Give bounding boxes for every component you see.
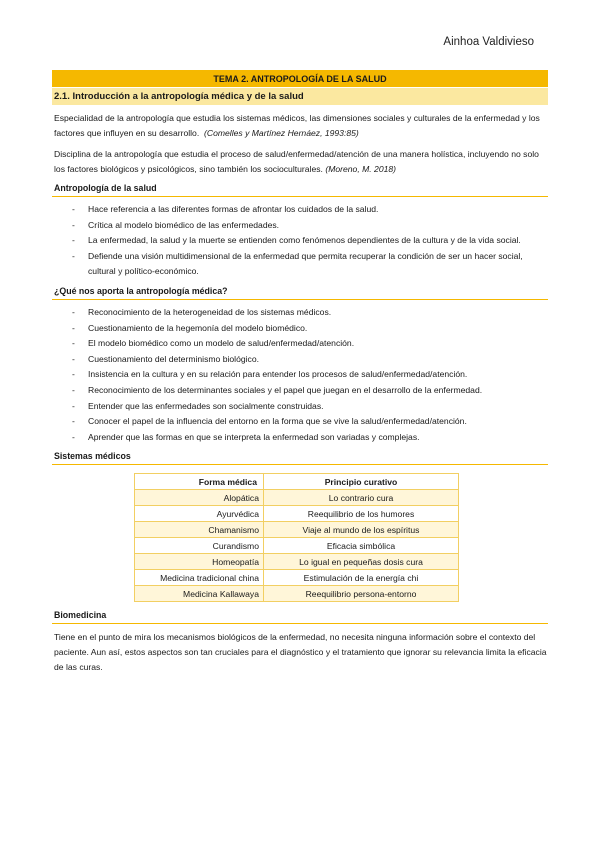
table-row <box>135 570 459 586</box>
intro-paragraph-2 <box>54 147 548 177</box>
table-cell: Homeopatía <box>135 554 264 570</box>
antropologia-list <box>52 202 548 280</box>
sistemas-table <box>134 473 459 602</box>
table-cell: Eficacia simbólica <box>264 538 459 554</box>
section-heading <box>52 87 548 105</box>
table-cell: Lo contrario cura <box>264 490 459 506</box>
intro-citation-2: (Moreno, M. 2018) <box>325 164 397 174</box>
list-item: - Reconocimiento de los determinantes sociales y el papel que juegan en el desarrollo de la enfermedad. <box>52 383 548 399</box>
table-cell: Curandismo <box>135 538 264 554</box>
document-title: TEMA 2. ANTROPOLOGÍA DE LA SALUD <box>52 70 548 87</box>
table-cell: Chamanismo <box>135 522 264 538</box>
biomedicina-heading: Biomedicina <box>52 610 548 624</box>
antropologia-heading: Antropología de la salud <box>52 183 548 197</box>
list-item: - Hace referencia a las diferentes formas de afrontar los cuidados de la salud. <box>52 202 548 218</box>
list-item: - Crítica al modelo biomédico de las enfermedades. <box>52 218 548 234</box>
table-cell: Reequilibrio persona-entorno <box>264 586 459 602</box>
sistemas-heading: Sistemas médicos <box>52 451 548 465</box>
table-cell: Estimulación de la energía chi <box>264 570 459 586</box>
list-item: - La enfermedad, la salud y la muerte se entienden como fenómenos dependientes de la cultura y de la vida social. <box>52 233 548 249</box>
document-page <box>52 70 548 675</box>
list-item: - Defiende una visión multidimensional de la enfermedad que permita recuperar la condición de ser un hacer social, cultural y político-económico. <box>52 249 548 280</box>
list-item: - Cuestionamiento del determinismo biológico. <box>52 352 548 368</box>
column-header-principio: Principio curativo <box>264 474 459 490</box>
table-cell: Medicina Kallawaya <box>135 586 264 602</box>
list-item: - Entender que las enfermedades son socialmente construidas. <box>52 399 548 415</box>
list-item: - Reconocimiento de la heterogeneidad de los sistemas médicos. <box>52 305 548 321</box>
table-cell: Lo igual en pequeñas dosis cura <box>264 554 459 570</box>
table-row <box>135 586 459 602</box>
intro-paragraph-1 <box>54 111 548 141</box>
aporta-list <box>52 305 548 445</box>
intro-text-2: Disciplina de la antropología que estudia el proceso de salud/enfermedad/atención de una manera holística, incluyendo no solo los factores biológicos y psicológicos, sino también los socioculturales. <box>54 149 539 174</box>
intro-citation-1: (Comelles y Martínez Hernáez, 1993:85) <box>204 128 359 138</box>
list-item: - Aprender que las formas en que se interpreta la enfermedad son variadas y complejas. <box>52 430 548 446</box>
table-row <box>135 522 459 538</box>
table-row <box>135 490 459 506</box>
table-cell: Reequilibrio de los humores <box>264 506 459 522</box>
table-row <box>135 506 459 522</box>
table-row <box>135 554 459 570</box>
list-item: - Cuestionamiento de la hegemonía del modelo biomédico. <box>52 321 548 337</box>
list-item: - Insistencia en la cultura y en su relación para entender los procesos de salud/enfermedad/atención. <box>52 367 548 383</box>
aporta-heading: ¿Qué nos aporta la antropología médica? <box>52 286 548 300</box>
section-number: 2.1. <box>54 91 70 102</box>
list-item: - El modelo biomédico como un modelo de salud/enfermedad/atención. <box>52 336 548 352</box>
table-cell: Ayurvédica <box>135 506 264 522</box>
section-title: Introducción a la antropología médica y de la salud <box>72 91 304 102</box>
table-cell: Medicina tradicional china <box>135 570 264 586</box>
table-cell: Viaje al mundo de los espíritus <box>264 522 459 538</box>
table-row <box>135 538 459 554</box>
intro-text-1: Especialidad de la antropología que estudia los sistemas médicos, las dimensiones sociales y culturales de la enfermedad y los factores que influyen en su desarrollo. <box>54 113 540 138</box>
author-name: Ainhoa Valdivieso <box>443 36 534 48</box>
list-item: - Conocer el papel de la influencia del entorno en la forma que se vive la salud/enfermedad/atención. <box>52 414 548 430</box>
table-cell: Alopática <box>135 490 264 506</box>
biomedicina-paragraph: Tiene en el punto de mira los mecanismos biológicos de la enfermedad, no necesita ninguna información sobre el contexto del paciente. Aun así, estos aspectos son tan cruciales para el diagnóstico y el tratamiento que ignorar su relevancia limita la eficacia de las curas. <box>54 632 547 673</box>
column-header-forma: Forma médica <box>135 474 264 490</box>
table-header-row <box>135 474 459 490</box>
